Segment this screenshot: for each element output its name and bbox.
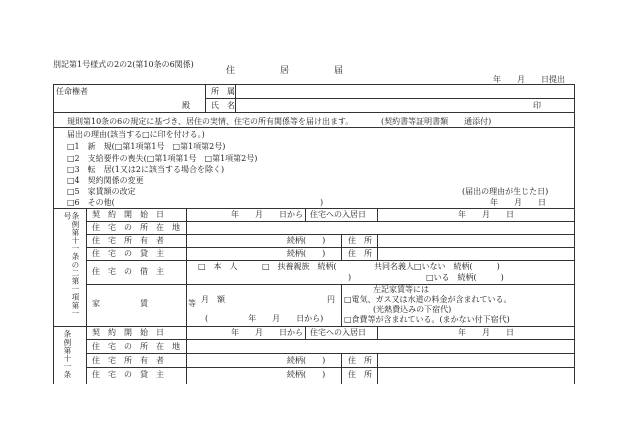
reasons-heading: 届出の理由(該当する□に印を付ける。) [67,130,205,139]
occurred-label: (届出の理由が生じた日) [462,187,549,196]
owner-relation[interactable]: 続柄( ) [287,236,326,245]
reason-item[interactable]: □2 支給要件の喪失(□第1項第1号 □第1項第2号) [67,154,258,163]
owner-address-label-2: 住 所 [348,356,372,365]
name-label: 氏 名 [211,101,235,110]
affiliation-field[interactable] [237,86,573,97]
move-in-label: 住宅への入居日 [310,210,366,219]
form-reference: 別記第1号様式の2の2(第10条の6関係) [53,60,194,69]
lessor-label: 住 宅 の 貸 主 [92,249,164,258]
reason-item[interactable]: □1 新 規(□第1項第1号 □第1項第2号) [67,142,226,151]
section1-side-label: 条例第十一条の二第一項第一号 [62,212,80,318]
location-field-2[interactable] [188,341,573,352]
owner-label: 住 宅 所 有 者 [92,236,164,245]
reason-item[interactable]: □3 転 居(1又は2に該当する場合を除く) [67,165,225,174]
owner-label-2: 住 宅 所 有 者 [92,356,164,365]
appointer-label: 任命権者 [56,87,88,96]
lessor-address-label: 住 所 [348,249,372,258]
reason-item[interactable]: □6 その他( [67,198,115,207]
lessor-relation-2[interactable]: 続柄( ) [287,370,326,379]
move-in-label-2: 住宅への入居日 [310,328,366,337]
reason-item[interactable]: □5 家賃額の改定 [67,187,136,196]
location-label-2: 住 宅 の 所 在 地 [92,342,180,351]
submission-date: 年 月 日提出 [493,75,565,84]
location-field[interactable] [188,223,573,234]
utilities-checkbox[interactable]: □電気、ガス又は水道の料金が含まれている。 [344,295,512,304]
rent-since[interactable]: ( 年 月 日から) [205,314,324,323]
included-heading: 左記家賃等には [373,285,429,294]
contract-start-date[interactable]: 年 月 日から [231,210,303,219]
yen-label: 円 [327,295,335,304]
borrower-label: 住 宅 の 借 主 [92,267,164,276]
contract-start-label: 契 約 開 始 日 [92,210,164,219]
owner-address-label: 住 所 [348,236,372,245]
contract-start-date-2[interactable]: 年 月 日から [231,328,303,337]
lessor-address-label-2: 住 所 [348,370,372,379]
move-in-date[interactable]: 年 月 日 [458,210,514,219]
dependent-paren-close: ) [348,273,352,282]
reason-item[interactable]: □4 契約関係の変更 [67,176,144,185]
co-borrower-exists-checkbox[interactable]: □いる 続柄( ) [426,273,504,282]
monthly-label: 月 額 [201,295,225,304]
reason-other-close: ) [320,198,324,207]
lessor-relation[interactable]: 続柄( ) [287,249,326,258]
utilities-note: (光熱費込みの下宿代) [373,305,452,314]
form-title: 住 居 届 [226,66,344,76]
lessor-label-2: 住 宅 の 貸 主 [92,370,164,379]
affiliation-label: 所 属 [211,87,235,96]
move-in-date-2[interactable]: 年 月 日 [458,328,514,337]
section2-side-label: 条例第十一条 [62,330,72,379]
name-field[interactable] [237,100,527,111]
co-borrower-none-checkbox[interactable]: 共同名義人□いない 続柄( ) [374,262,500,271]
borrower-dependent-checkbox[interactable]: □ 扶養親族 続柄( [262,262,337,271]
seal-mark: 印 [533,101,541,110]
location-label: 住 宅 の 所 在 地 [92,223,180,232]
attachment-note: (契約書等証明書類 通添付) [381,117,492,126]
occurred-date: 年 月 日 [490,198,546,207]
honorific: 殿 [182,101,190,110]
intro-text: 規則第10条の6の規定に基づき、居住の実情、住宅の所有関係等を届け出ます。 [67,117,354,126]
meals-checkbox[interactable]: □食費等が含まれている。(まかない付下宿代) [344,315,510,324]
rent-label: 家 賃 等 [92,299,196,308]
contract-start-label-2: 契 約 開 始 日 [92,328,164,337]
owner-relation-2[interactable]: 続柄( ) [287,356,326,365]
borrower-self-checkbox[interactable]: □ 本 人 [198,262,238,271]
